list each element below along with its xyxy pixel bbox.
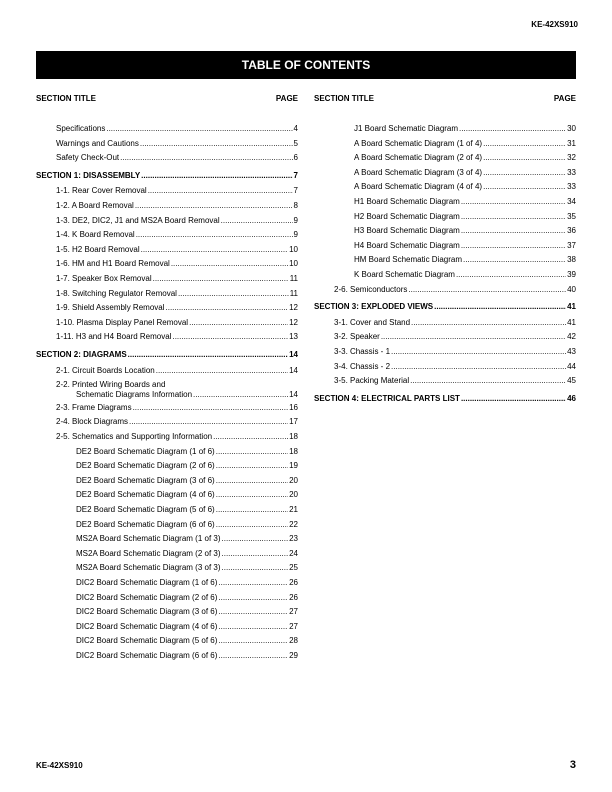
toc-entry-title: H4 Board Schematic Diagram bbox=[354, 240, 460, 250]
toc-entry-page: 38 bbox=[567, 255, 576, 265]
dot-leader bbox=[483, 139, 566, 149]
toc-entry-page: 14 bbox=[289, 365, 298, 375]
toc-entry-title: 1-6. HM and H1 Board Removal bbox=[56, 259, 170, 269]
toc-entry-page: 10 bbox=[289, 259, 298, 269]
toc-entry-title: DIC2 Board Schematic Diagram (3 of 6) bbox=[76, 607, 218, 617]
toc-entry-page: 13 bbox=[289, 332, 298, 342]
dot-leader bbox=[216, 447, 288, 457]
toc-entry-page: 27 bbox=[289, 621, 298, 631]
toc-entry-title: MS2A Board Schematic Diagram (3 of 3) bbox=[76, 563, 221, 573]
toc-entry-page: 31 bbox=[567, 138, 576, 148]
toc-entry-page: 8 bbox=[293, 201, 298, 210]
toc-entry[interactable] bbox=[354, 153, 576, 163]
toc-entry[interactable] bbox=[334, 362, 576, 372]
toc-entry-title: J1 Board Schematic Diagram bbox=[354, 124, 459, 133]
toc-entry[interactable] bbox=[354, 168, 576, 178]
dot-leader bbox=[222, 534, 289, 544]
toc-entry-title: 1-4. K Board Removal bbox=[56, 230, 135, 240]
dot-leader bbox=[221, 216, 293, 226]
toc-entry[interactable] bbox=[56, 366, 298, 376]
toc-entry-page: 16 bbox=[289, 402, 298, 412]
toc-entry-page: 41 bbox=[567, 302, 576, 312]
toc-entry-title: SECTION 1: DISASSEMBLY bbox=[36, 170, 141, 180]
dot-leader bbox=[391, 347, 566, 357]
toc-entry[interactable] bbox=[56, 245, 298, 255]
toc-entry-page: 18 bbox=[289, 431, 298, 441]
toc-entry-title-line2: Schematic Diagrams Information bbox=[76, 390, 193, 400]
toc-entry[interactable] bbox=[76, 636, 298, 646]
toc-entry-title: A Board Schematic Diagram (2 of 4) bbox=[354, 153, 483, 163]
toc-entry-page: 21 bbox=[289, 504, 298, 514]
toc-entry[interactable] bbox=[56, 124, 298, 134]
dot-leader bbox=[461, 241, 566, 251]
toc-entry-title: DIC2 Board Schematic Diagram (6 of 6) bbox=[76, 650, 218, 660]
toc-entry-page: 7 bbox=[293, 170, 298, 180]
toc-entry[interactable] bbox=[354, 197, 576, 207]
dot-leader bbox=[222, 549, 289, 559]
toc-entry[interactable] bbox=[56, 380, 298, 400]
footer-model: KE-42XS910 bbox=[36, 761, 83, 770]
toc-entry[interactable] bbox=[76, 607, 298, 617]
toc-entry[interactable] bbox=[354, 241, 576, 251]
dot-leader bbox=[216, 505, 288, 515]
dot-leader bbox=[483, 182, 566, 192]
dot-leader bbox=[218, 593, 288, 603]
toc-entry[interactable] bbox=[334, 347, 576, 357]
toc-entry-page: 41 bbox=[567, 317, 576, 327]
dot-leader bbox=[461, 212, 566, 222]
toc-entry-page: 39 bbox=[567, 270, 576, 279]
dot-leader bbox=[459, 124, 566, 134]
toc-entry-title: 1-7. Speaker Box Removal bbox=[56, 274, 152, 283]
toc-entry-title: DE2 Board Schematic Diagram (2 of 6) bbox=[76, 461, 215, 471]
dot-leader bbox=[129, 417, 288, 427]
toc-entry-title: 1-3. DE2, DIC2, J1 and MS2A Board Removal bbox=[56, 215, 220, 225]
dot-leader bbox=[166, 303, 289, 313]
toc-entry-title: A Board Schematic Diagram (1 of 4) bbox=[354, 138, 483, 148]
toc-entry-page: 14 bbox=[289, 350, 298, 359]
toc-entry-title: DE2 Board Schematic Diagram (4 of 6) bbox=[76, 490, 215, 500]
dot-leader bbox=[381, 332, 566, 342]
toc-entry[interactable] bbox=[56, 230, 298, 240]
toc-entry-page: 4 bbox=[293, 124, 298, 133]
toc-entry-title: 2-6. Semiconductors bbox=[334, 284, 408, 294]
toc-entry[interactable] bbox=[334, 318, 576, 328]
dot-leader bbox=[189, 318, 288, 328]
dot-leader bbox=[463, 255, 566, 265]
toc-title-bar bbox=[36, 51, 576, 79]
toc-entry-page: 45 bbox=[567, 376, 576, 386]
toc-entry-page: 11 bbox=[289, 288, 298, 298]
toc-entry-title: SECTION 4: ELECTRICAL PARTS LIST bbox=[314, 393, 460, 403]
dot-leader bbox=[140, 139, 293, 149]
toc-entry-title: DIC2 Board Schematic Diagram (4 of 6) bbox=[76, 621, 218, 631]
toc-entry[interactable] bbox=[56, 332, 298, 342]
dot-leader bbox=[218, 607, 288, 617]
toc-entry-title: A Board Schematic Diagram (3 of 4) bbox=[354, 167, 483, 177]
dot-leader bbox=[213, 432, 288, 442]
toc-entry[interactable] bbox=[334, 376, 576, 386]
toc-entry[interactable] bbox=[76, 447, 298, 457]
toc-entry[interactable] bbox=[56, 259, 298, 269]
dot-leader bbox=[153, 274, 289, 284]
toc-entry[interactable] bbox=[354, 139, 576, 149]
toc-entry-page: 19 bbox=[289, 461, 298, 471]
dot-leader bbox=[193, 390, 288, 400]
dot-leader bbox=[218, 636, 288, 646]
toc-entry[interactable] bbox=[76, 476, 298, 486]
toc-entry-page: 11 bbox=[289, 274, 298, 283]
dot-leader bbox=[461, 394, 566, 404]
toc-entry-title: 2-5. Schematics and Supporting Information bbox=[56, 431, 213, 441]
dot-leader bbox=[411, 318, 566, 328]
toc-entry-title: 1-9. Shield Assembly Removal bbox=[56, 303, 165, 313]
toc-entry[interactable] bbox=[56, 274, 298, 284]
dot-leader bbox=[216, 476, 288, 486]
toc-entry-title: 3-4. Chassis - 2 bbox=[334, 361, 391, 371]
toc-entry-title: H1 Board Schematic Diagram bbox=[354, 197, 460, 206]
toc-entry[interactable] bbox=[76, 651, 298, 661]
toc-entry[interactable] bbox=[56, 403, 298, 413]
toc-entry-title: MS2A Board Schematic Diagram (2 of 3) bbox=[76, 548, 221, 558]
toc-entry-title: DIC2 Board Schematic Diagram (2 of 6) bbox=[76, 592, 218, 602]
toc-entry-page: 29 bbox=[289, 650, 298, 660]
toc-entry-title: H2 Board Schematic Diagram bbox=[354, 211, 460, 221]
dot-leader bbox=[136, 230, 293, 240]
dot-leader bbox=[106, 124, 292, 134]
dot-leader bbox=[434, 302, 566, 312]
toc-entry[interactable] bbox=[56, 186, 298, 196]
toc-entry-page: 33 bbox=[567, 167, 576, 177]
toc-entry-page: 36 bbox=[567, 226, 576, 236]
toc-entry-page: 22 bbox=[289, 519, 298, 529]
toc-entry[interactable] bbox=[76, 622, 298, 632]
dot-leader bbox=[461, 226, 566, 236]
toc-entry-title: SECTION 3: EXPLODED VIEWS bbox=[314, 302, 434, 312]
dot-leader bbox=[120, 153, 292, 163]
toc-entry-title: 3-5. Packing Material bbox=[334, 376, 410, 386]
toc-entry[interactable] bbox=[334, 332, 576, 342]
toc-entry-title-line1: 2-2. Printed Wiring Boards and bbox=[56, 380, 166, 390]
toc-entry-title: 2-4. Block Diagrams bbox=[56, 417, 129, 427]
dot-leader bbox=[216, 461, 288, 471]
toc-entry-title: DE2 Board Schematic Diagram (5 of 6) bbox=[76, 504, 215, 514]
toc-entry-title: H3 Board Schematic Diagram bbox=[354, 226, 460, 236]
toc-entry-page: 18 bbox=[289, 446, 298, 456]
toc-entry-title: 3-2. Speaker bbox=[334, 332, 380, 342]
page-heading: PAGE bbox=[275, 94, 298, 103]
left-column-header bbox=[36, 94, 298, 103]
dot-leader bbox=[410, 376, 566, 386]
toc-entry-page: 34 bbox=[567, 197, 576, 206]
dot-leader bbox=[461, 197, 566, 207]
toc-entry[interactable] bbox=[56, 201, 298, 211]
section-title-heading: SECTION TITLE bbox=[36, 94, 96, 103]
toc-entry-title: HM Board Schematic Diagram bbox=[354, 255, 463, 265]
toc-entry-title: 3-1. Cover and Stand bbox=[334, 317, 411, 327]
toc-entry-title: 2-3. Frame Diagrams bbox=[56, 402, 132, 412]
toc-section-heading[interactable] bbox=[314, 302, 576, 312]
toc-entry[interactable] bbox=[56, 289, 298, 299]
toc-entry-page: 46 bbox=[567, 393, 576, 403]
toc-entry-page: 17 bbox=[289, 417, 298, 427]
toc-entry-title: 1-2. A Board Removal bbox=[56, 201, 134, 210]
toc-entry-title: Specifications bbox=[56, 124, 106, 133]
dot-leader bbox=[148, 186, 293, 196]
toc-entry[interactable] bbox=[354, 182, 576, 192]
toc-entry-page: 44 bbox=[567, 361, 576, 371]
toc-entry-page: 12 bbox=[289, 317, 298, 327]
toc-entry[interactable] bbox=[56, 318, 298, 328]
toc-entry-title: DE2 Board Schematic Diagram (3 of 6) bbox=[76, 475, 215, 485]
toc-entry[interactable] bbox=[354, 212, 576, 222]
toc-entry-page: 37 bbox=[567, 240, 576, 250]
toc-entry-title: DE2 Board Schematic Diagram (1 of 6) bbox=[76, 446, 215, 456]
dot-leader bbox=[178, 289, 289, 299]
toc-entry-title: DIC2 Board Schematic Diagram (1 of 6) bbox=[76, 577, 218, 587]
toc-entry-title: Safety Check-Out bbox=[56, 153, 120, 163]
toc-title: TABLE OF CONTENTS bbox=[241, 58, 371, 72]
dot-leader bbox=[128, 350, 288, 360]
dot-leader bbox=[172, 332, 288, 342]
toc-entry-page: 25 bbox=[289, 563, 298, 573]
toc-section-heading[interactable] bbox=[314, 394, 576, 404]
toc-section-heading[interactable] bbox=[36, 350, 298, 360]
toc-entry-page: 26 bbox=[289, 577, 298, 587]
toc-entry-page: 42 bbox=[567, 332, 576, 342]
toc-entry[interactable] bbox=[354, 226, 576, 236]
toc-entry[interactable] bbox=[56, 139, 298, 149]
dot-leader bbox=[483, 153, 566, 163]
toc-entry-title: 2-1. Circuit Boards Location bbox=[56, 365, 155, 375]
toc-entry-title: 1-8. Switching Regulator Removal bbox=[56, 288, 177, 298]
toc-entry-page: 24 bbox=[289, 548, 298, 558]
toc-entry-page: 35 bbox=[567, 211, 576, 221]
page-heading: PAGE bbox=[553, 94, 576, 103]
toc-entry[interactable] bbox=[334, 285, 576, 295]
toc-entry[interactable] bbox=[56, 303, 298, 313]
toc-entry-page: 23 bbox=[289, 534, 298, 544]
dot-leader bbox=[135, 201, 293, 211]
toc-entry-page: 10 bbox=[289, 244, 298, 254]
toc-entry-title: SECTION 2: DIAGRAMS bbox=[36, 350, 127, 359]
toc-entry-title: K Board Schematic Diagram bbox=[354, 270, 455, 279]
toc-entry-page: 43 bbox=[567, 347, 576, 356]
toc-entry-title: A Board Schematic Diagram (4 of 4) bbox=[354, 182, 483, 192]
toc-entry[interactable] bbox=[76, 490, 298, 500]
toc-entry[interactable] bbox=[56, 216, 298, 226]
toc-entry[interactable] bbox=[354, 124, 576, 134]
toc-entry[interactable] bbox=[76, 593, 298, 603]
dot-leader bbox=[141, 245, 289, 255]
dot-leader bbox=[218, 622, 288, 632]
toc-entry-page: 20 bbox=[289, 490, 298, 500]
dot-leader bbox=[216, 520, 288, 530]
toc-entry-page: 26 bbox=[289, 592, 298, 602]
toc-entry-page: 5 bbox=[293, 138, 298, 148]
toc-entry-page: 14 bbox=[289, 390, 298, 400]
toc-entry-title: DIC2 Board Schematic Diagram (5 of 6) bbox=[76, 636, 218, 646]
toc-entry-page: 40 bbox=[567, 284, 576, 294]
toc-entry-title: 1-1. Rear Cover Removal bbox=[56, 186, 147, 196]
dot-leader bbox=[156, 366, 288, 376]
toc-entry-page: 30 bbox=[567, 124, 576, 133]
toc-entry-title: Warnings and Cautions bbox=[56, 138, 139, 148]
toc-entry[interactable] bbox=[56, 432, 298, 442]
toc-entry[interactable] bbox=[76, 563, 298, 573]
toc-entry-title: DE2 Board Schematic Diagram (6 of 6) bbox=[76, 519, 215, 529]
section-title-heading: SECTION TITLE bbox=[314, 94, 374, 103]
toc-entry-page: 9 bbox=[293, 215, 298, 225]
dot-leader bbox=[141, 171, 292, 181]
right-column-header bbox=[314, 94, 576, 103]
toc-entry-title: MS2A Board Schematic Diagram (1 of 3) bbox=[76, 534, 221, 544]
toc-section-heading[interactable] bbox=[36, 171, 298, 181]
toc-entry-page: 27 bbox=[289, 607, 298, 617]
header-model: KE-42XS910 bbox=[531, 20, 578, 29]
toc-entry[interactable] bbox=[354, 255, 576, 265]
toc-entry-page: 12 bbox=[289, 303, 298, 313]
dot-leader bbox=[391, 362, 566, 372]
dot-leader bbox=[171, 259, 288, 269]
toc-entry-page: 32 bbox=[567, 153, 576, 163]
toc-entry-title bbox=[56, 380, 192, 400]
toc-entry[interactable] bbox=[56, 417, 298, 427]
toc-entry-title: 1-10. Plasma Display Panel Removal bbox=[56, 317, 189, 327]
toc-entry-page: 6 bbox=[293, 153, 298, 163]
toc-entry-page: 33 bbox=[567, 182, 576, 192]
toc-entry[interactable] bbox=[76, 505, 298, 515]
toc-entry[interactable] bbox=[76, 534, 298, 544]
dot-leader bbox=[218, 651, 288, 661]
dot-leader bbox=[133, 403, 289, 413]
dot-leader bbox=[216, 490, 288, 500]
page-number: 3 bbox=[569, 759, 576, 771]
dot-leader bbox=[218, 578, 288, 588]
toc-entry-page: 7 bbox=[293, 186, 298, 196]
toc-entry-title: 3-3. Chassis - 1 bbox=[334, 347, 391, 356]
toc-entry[interactable] bbox=[76, 461, 298, 471]
toc-entry-page: 28 bbox=[289, 636, 298, 646]
toc-entry-page: 20 bbox=[289, 475, 298, 485]
dot-leader bbox=[222, 563, 289, 573]
dot-leader bbox=[408, 285, 566, 295]
dot-leader bbox=[483, 168, 566, 178]
toc-entry-title: 1-5. H2 Board Removal bbox=[56, 244, 140, 254]
toc-entry[interactable] bbox=[354, 270, 576, 280]
toc-entry[interactable] bbox=[76, 578, 298, 588]
toc-entry-title: 1-11. H3 and H4 Board Removal bbox=[56, 332, 172, 342]
toc-entry[interactable] bbox=[76, 520, 298, 530]
dot-leader bbox=[456, 270, 566, 280]
toc-entry[interactable] bbox=[76, 549, 298, 559]
toc-entry-page: 9 bbox=[293, 230, 298, 240]
toc-entry[interactable] bbox=[56, 153, 298, 163]
